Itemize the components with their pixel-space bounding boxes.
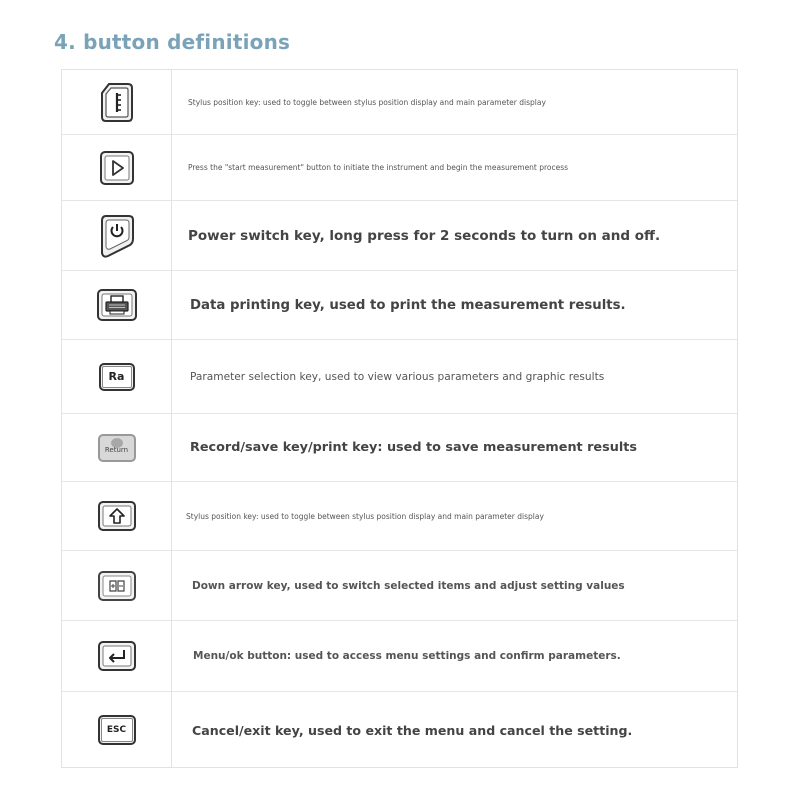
table-row (62, 201, 737, 271)
down-arrow-icon (97, 570, 137, 602)
row-description: Stylus position key: used to toggle between stylus position display and main parameter display (188, 97, 546, 107)
row-description: Menu/ok button: used to access menu settings and confirm parameters. (193, 650, 621, 662)
play-icon (98, 149, 136, 187)
row-description: Parameter selection key, used to view various parameters and graphic results (190, 370, 605, 383)
button-definitions-table (61, 69, 738, 768)
table-row (62, 70, 737, 135)
table-row (62, 135, 737, 201)
icon-cell (62, 621, 172, 691)
icon-cell (62, 414, 172, 481)
icon-cell (62, 201, 172, 270)
page-title: 4. button definitions (54, 30, 291, 54)
printer-icon (96, 288, 138, 322)
return-icon-label: Return (104, 445, 129, 454)
table-row (62, 551, 737, 621)
row-description: Press the "start measurement" button to initiate the instrument and begin the measurement process (188, 163, 569, 172)
icon-cell (62, 70, 172, 134)
power-icon (98, 213, 136, 259)
table-row (62, 271, 737, 340)
row-description: Power switch key, long press for 2 seconds to turn on and off. (188, 227, 661, 244)
table-row (62, 482, 737, 551)
esc-icon (98, 715, 136, 745)
table-row (62, 340, 737, 414)
row-description: Stylus position key: used to toggle between stylus position display and main parameter display (186, 511, 544, 521)
ra-icon-label: Ra (108, 370, 125, 383)
row-description: Record/save key/print key: used to save measurement results (190, 440, 637, 455)
return-icon (98, 434, 136, 462)
icon-cell (62, 551, 172, 620)
icon-cell (62, 135, 172, 200)
up-arrow-icon (97, 500, 137, 532)
table-row (62, 414, 737, 482)
icon-cell (62, 271, 172, 339)
icon-cell (62, 482, 172, 550)
row-description: Data printing key, used to print the measurement results. (190, 297, 626, 313)
enter-icon (97, 640, 137, 672)
table-row (62, 692, 737, 768)
icon-cell (62, 692, 172, 768)
row-description: Cancel/exit key, used to exit the menu and cancel the setting. (192, 722, 633, 738)
ra-icon (99, 363, 135, 391)
row-description: Down arrow key, used to switch selected items and adjust setting values (192, 579, 625, 592)
icon-cell (62, 340, 172, 413)
table-row (62, 621, 737, 692)
stylus-position-icon (99, 81, 135, 123)
esc-icon-label: ESC (106, 725, 127, 735)
